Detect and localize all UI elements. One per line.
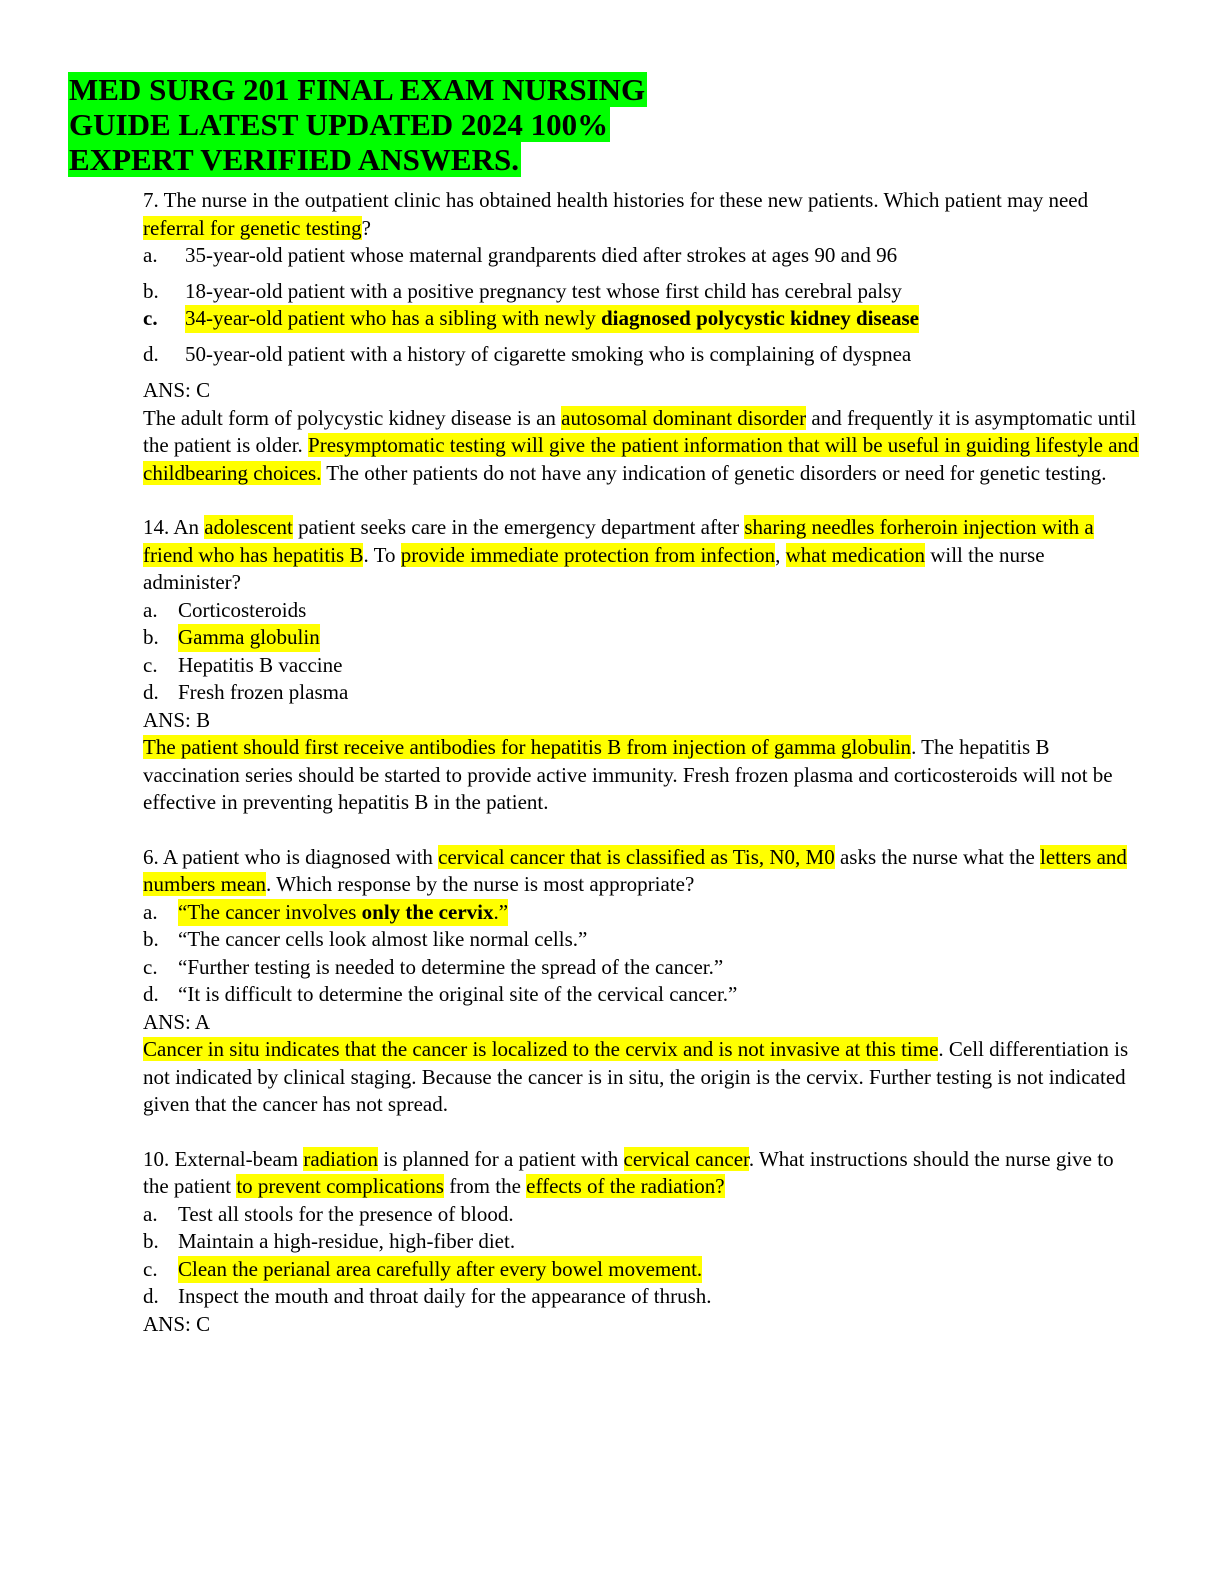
option-a xyxy=(143,899,1143,927)
option-c xyxy=(143,1256,1143,1284)
option-text-bold: diagnosed polycystic kidney disease xyxy=(601,306,919,330)
rationale-text: . Cell differentiation is not indicated by clinical staging. Because the cancer is in situ, the origin is the cervix. Further testing is not indicated given that the cancer has not spread. xyxy=(143,1037,1129,1116)
rationale-text: The adult form of polycystic kidney disease is an xyxy=(143,405,562,430)
option-b xyxy=(143,926,1143,954)
document-title xyxy=(68,72,647,177)
option-d xyxy=(143,341,1143,377)
option-c xyxy=(143,305,1143,341)
option-text-highlight xyxy=(185,305,919,333)
option-text: “The cancer cells look almost like normal cells.” xyxy=(178,927,588,951)
stem-text: 14. An xyxy=(143,515,205,539)
stem-highlight: to prevent complications xyxy=(236,1174,444,1198)
answer: ANS: B xyxy=(143,707,211,732)
answer: ANS: C xyxy=(143,1311,211,1336)
question-stem xyxy=(143,1146,1143,1201)
option-letter: d. xyxy=(143,982,159,1006)
option-text-highlight: Clean the perianal area carefully after every bowel movement. xyxy=(178,1256,702,1284)
stem-highlight: cervical cancer that is classified as Tis, N0, M0 xyxy=(438,844,835,869)
title-line-1: MED SURG 201 FINAL EXAM NURSING xyxy=(69,72,646,107)
option-text: Inspect the mouth and throat daily for the appearance of thrush. xyxy=(178,1284,712,1308)
option-b xyxy=(143,624,1143,652)
option-a xyxy=(143,1201,1143,1229)
stem-highlight: adolescent xyxy=(204,515,293,539)
stem-text: . To xyxy=(363,542,401,567)
option-text-highlight: Gamma globulin xyxy=(178,624,320,652)
option-letter: d. xyxy=(143,342,159,366)
stem-text: patient seeks care in the emergency department after xyxy=(292,515,745,539)
option-text-highlight xyxy=(178,899,508,927)
option-a xyxy=(143,242,1143,278)
option-letter: d. xyxy=(143,1284,159,1308)
option-text: Maintain a high-residue, high-fiber diet. xyxy=(178,1229,516,1253)
option-letter: d. xyxy=(143,680,159,704)
option-letter: a. xyxy=(143,597,158,622)
rationale xyxy=(143,734,1143,817)
stem-highlight: sharing needles forheroin injection with a friend who has hepatitis B xyxy=(143,515,1094,567)
option-text: 18-year-old patient with a positive pregnancy test whose first child has cerebral palsy xyxy=(185,279,902,303)
stem-highlight: provide immediate protection from infection xyxy=(400,542,776,567)
stem-highlight: letters and numbers mean xyxy=(143,844,1127,896)
option-text: “It is difficult to determine the original site of the cervical cancer.” xyxy=(178,982,738,1006)
option-text-bold: only the cervix xyxy=(361,899,494,924)
question-7 xyxy=(143,187,1143,487)
option-text: Hepatitis B vaccine xyxy=(178,652,343,677)
option-d xyxy=(143,1283,1143,1311)
option-text: Test all stools for the presence of blood. xyxy=(178,1201,514,1226)
stem-highlight: cervical cancer xyxy=(623,1146,749,1171)
rationale-highlight: autosomal dominant disorder xyxy=(561,405,807,430)
option-text: Corticosteroids xyxy=(178,597,307,622)
option-letter: a. xyxy=(143,899,158,924)
option-c xyxy=(143,652,1143,680)
rationale-text: . The hepatitis B vaccination series should be started to provide active immunity. Fresh frozen plasma and corticosteroids will not be effective in preventing hepatitis B in the patient. xyxy=(143,735,1113,814)
stem-text: is planned for a patient with xyxy=(378,1146,624,1171)
option-letter: b. xyxy=(143,625,159,649)
stem-highlight: effects of the radiation? xyxy=(526,1174,725,1198)
question-stem xyxy=(143,187,1143,242)
rationale-text: The other patients do not have any indication of genetic disorders or need for genetic testing. xyxy=(321,460,1107,485)
option-letter: a. xyxy=(143,243,158,267)
stem-highlight: referral for genetic testing xyxy=(143,215,362,240)
question-6 xyxy=(143,844,1143,1119)
stem-text: 10. External-beam xyxy=(143,1146,304,1171)
option-text: “Further testing is needed to determine the spread of the cancer.” xyxy=(178,954,724,979)
title-line-3: EXPERT VERIFIED ANSWERS. xyxy=(69,142,519,177)
option-letter: c. xyxy=(143,652,158,677)
option-b xyxy=(143,1228,1143,1256)
option-letter: c. xyxy=(143,954,158,979)
option-letter: c. xyxy=(143,1256,158,1281)
title-line-2: GUIDE LATEST UPDATED 2024 100% xyxy=(69,107,609,142)
option-text: 50-year-old patient with a history of cigarette smoking who is complaining of dyspnea xyxy=(185,342,912,366)
stem-highlight: what medication xyxy=(785,542,925,567)
answer: ANS: A xyxy=(143,1009,211,1034)
rationale-highlight: Cancer in situ indicates that the cancer is localized to the cervix and is not invasive at this time xyxy=(143,1037,939,1061)
option-a xyxy=(143,597,1143,625)
option-letter: a. xyxy=(143,1201,158,1226)
rationale xyxy=(143,1036,1143,1119)
question-14 xyxy=(143,514,1143,817)
rationale xyxy=(143,405,1143,488)
option-letter: b. xyxy=(143,279,159,303)
option-text: “The cancer involves xyxy=(178,899,362,924)
option-text: Fresh frozen plasma xyxy=(178,680,349,704)
question-stem xyxy=(143,844,1143,899)
option-c xyxy=(143,954,1143,982)
question-10 xyxy=(143,1146,1143,1339)
rationale-text: and frequently it is asymptomatic until the patient is older. xyxy=(143,405,1137,457)
stem-text: . What instructions should the nurse give to the patient xyxy=(143,1146,1114,1198)
option-d xyxy=(143,679,1143,707)
option-letter: c. xyxy=(143,306,158,330)
stem-text: ? xyxy=(361,215,371,240)
rationale-highlight: Presymptomatic testing will give the patient information that will be useful in guiding lifestyle and childbearing choices. xyxy=(143,433,1139,485)
document-body xyxy=(143,187,1143,1338)
question-stem xyxy=(143,514,1143,597)
stem-text: will the nurse administer? xyxy=(143,542,1045,594)
option-letter: b. xyxy=(143,1229,159,1253)
stem-text: , xyxy=(775,542,786,567)
option-b xyxy=(143,278,1143,305)
stem-text: 7. The nurse in the outpatient clinic has obtained health histories for these new patients. Which patient may need xyxy=(143,188,1089,212)
rationale-highlight: The patient should first receive antibodies for hepatitis B from injection of gamma globulin xyxy=(143,735,912,759)
option-text: 35-year-old patient whose maternal grandparents died after strokes at ages 90 and 96 xyxy=(185,243,898,267)
stem-text: from the xyxy=(443,1174,527,1198)
stem-text: . Which response by the nurse is most appropriate? xyxy=(266,872,695,896)
option-text: .” xyxy=(493,899,509,924)
answer: ANS: C xyxy=(143,378,211,402)
stem-text: asks the nurse what the xyxy=(834,844,1041,869)
option-text: 34-year-old patient who has a sibling with newly xyxy=(185,306,601,330)
stem-highlight: radiation xyxy=(303,1146,378,1171)
stem-text: 6. A patient who is diagnosed with xyxy=(143,844,439,869)
option-d xyxy=(143,981,1143,1009)
option-letter: b. xyxy=(143,927,159,951)
